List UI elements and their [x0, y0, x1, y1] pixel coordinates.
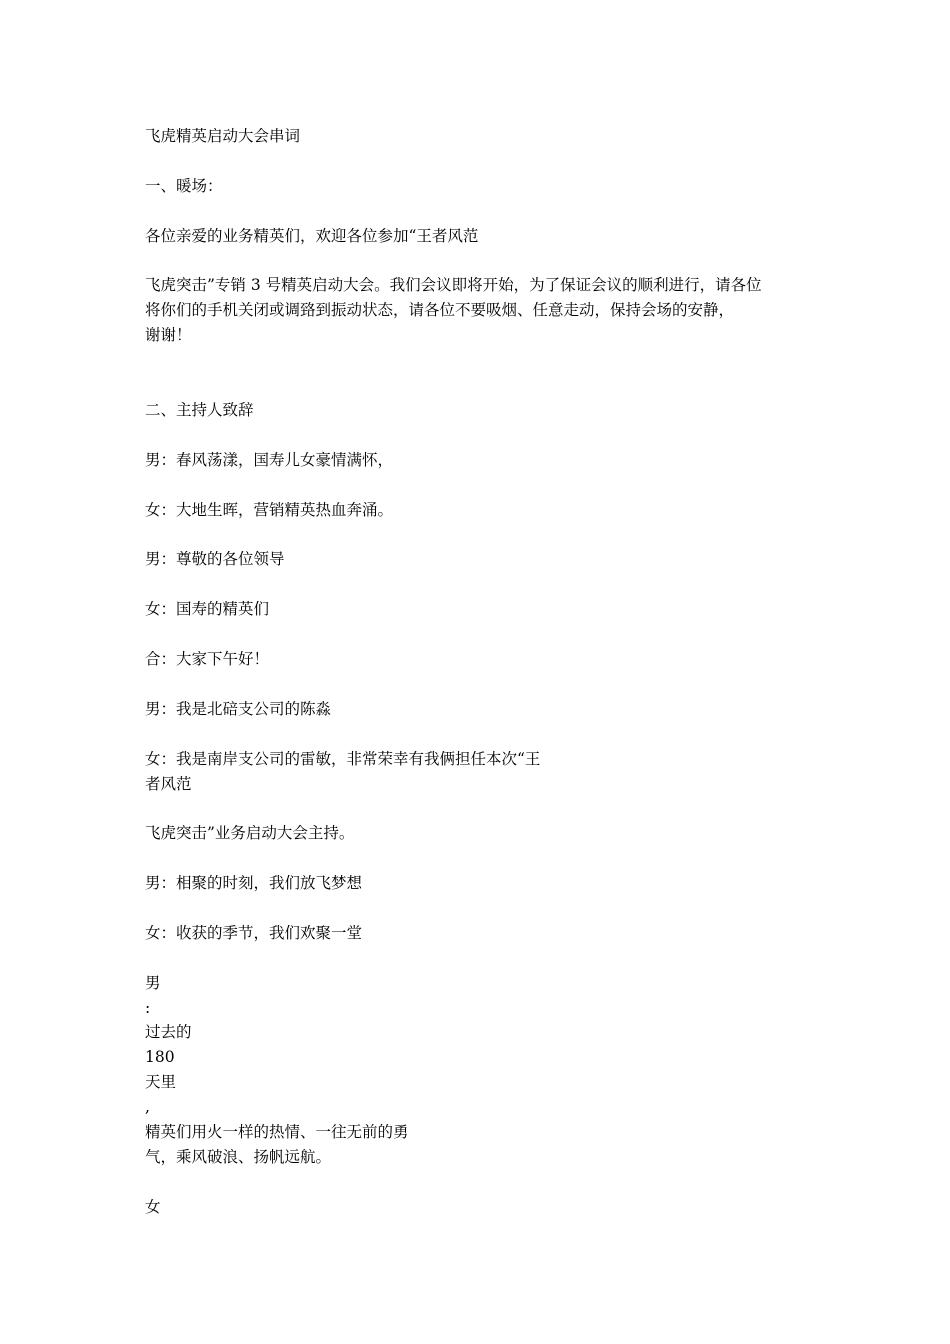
fragment-line: 过去的 — [145, 1023, 192, 1041]
dialogue-line: 合：大家下午好！ — [145, 650, 270, 668]
fragment-line: 180 — [145, 1048, 175, 1066]
dialogue-line: 女：收获的季节，我们欢聚一堂 — [145, 924, 363, 942]
dialogue-line: 女 — [145, 1198, 161, 1216]
document-title: 飞虎精英启动大会串词 — [145, 127, 301, 145]
paragraph-line: 谢谢！ — [145, 326, 192, 344]
dialogue-line: 男：相聚的时刻，我们放飞梦想 — [145, 874, 363, 892]
dialogue-line: 飞虎突击”业务启动大会主持。 — [145, 824, 355, 842]
fragment-line: : — [145, 999, 151, 1017]
fragment-line: 精英们用火一样的热情、一往无前的勇 — [145, 1123, 409, 1141]
dialogue-line: 男：春风荡漾，国寿儿女豪情满怀， — [145, 451, 394, 469]
paragraph-line: 各位亲爱的业务精英们，欢迎各位参加“王者风范 — [145, 227, 479, 245]
dialogue-line: 女：我是南岸支公司的雷敏，非常荣幸有我俩担任本次“王 — [145, 750, 541, 768]
paragraph-line: 飞虎突击”专销 3 号精英启动大会。我们会议即将开始，为了保证会议的顺利进行，请各位 — [145, 276, 762, 294]
dialogue-line: 男：我是北碚支公司的陈淼 — [145, 700, 332, 718]
dialogue-line: 男：尊敬的各位领导 — [145, 550, 285, 568]
fragment-line: , — [145, 1098, 150, 1116]
section-heading-host-speech: 二、主持人致辞 — [145, 401, 254, 419]
section-heading-warmup: 一、暖场： — [145, 177, 223, 195]
dialogue-line: 女：国寿的精英们 — [145, 600, 270, 618]
paragraph-line: 将你们的手机关闭或调臵到振动状态，请各位不要吸烟、任意走动，保持会场的安静， — [145, 301, 735, 319]
dialogue-line: 者风范 — [145, 775, 192, 793]
fragment-line: 天里 — [145, 1073, 177, 1091]
fragment-line: 男 — [145, 974, 161, 992]
fragment-line: 气，乘风破浪、扬帆远航。 — [145, 1148, 332, 1166]
dialogue-line: 女：大地生晖，营销精英热血奔涌。 — [145, 501, 394, 519]
